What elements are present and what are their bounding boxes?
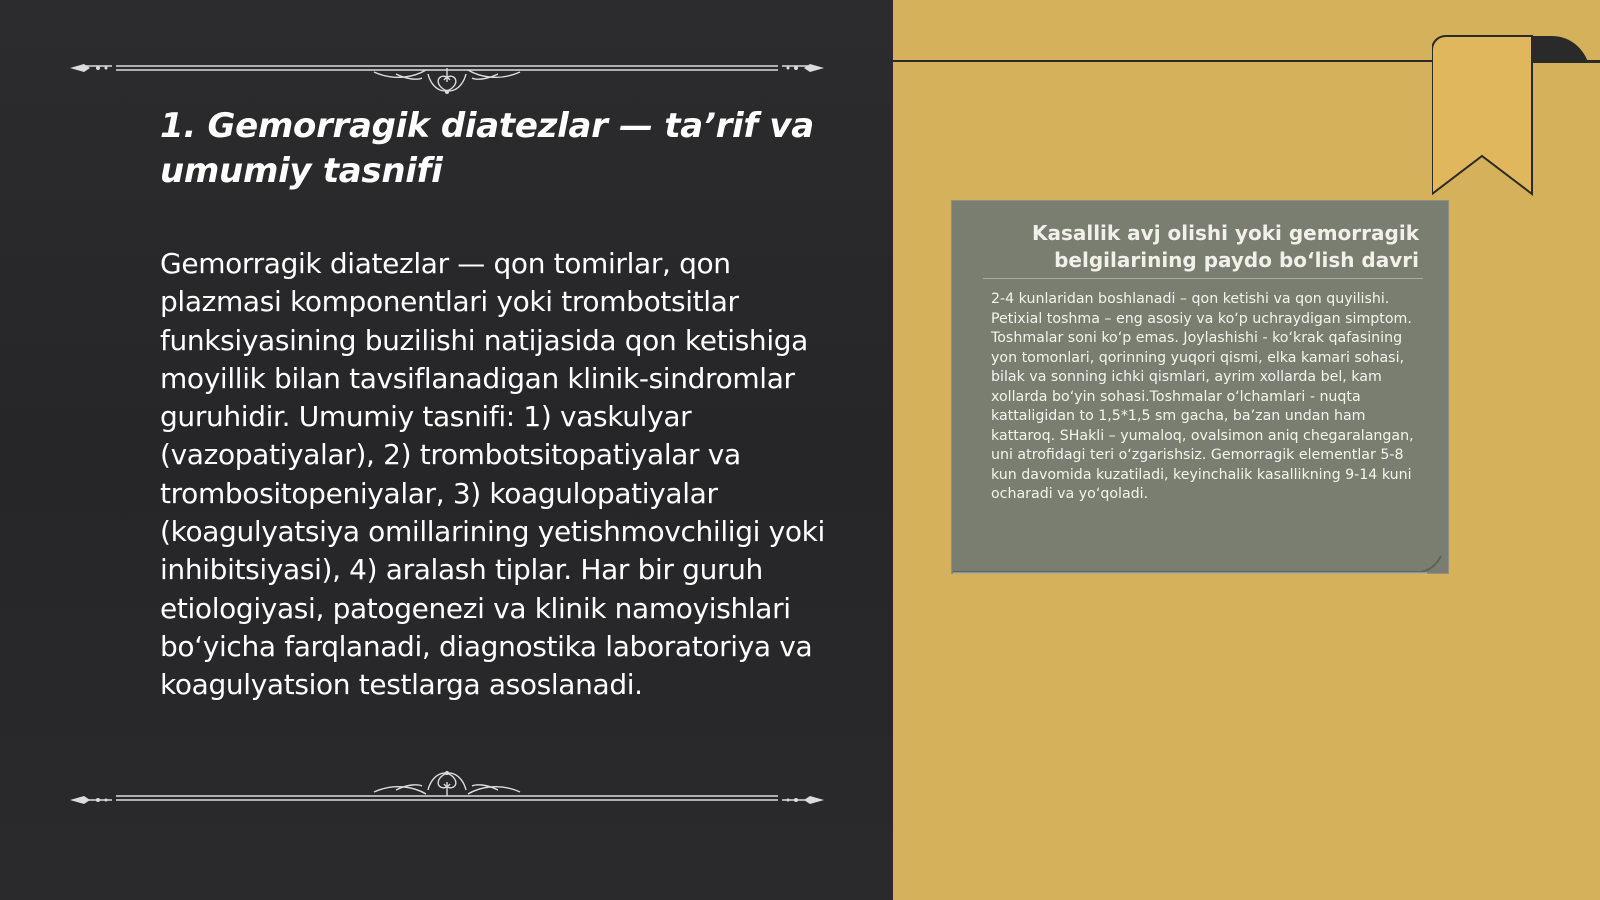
card-text: 2-4 kunlaridan boshlanadi – qon ketishi va qon quyilishi. Petixial toshma – eng asosiy va ko‘p uchraydigan simptom. Toshmalar soni ko‘p emas. Joylashishi - ko‘krak qafasining yon tomonlari, qorinning yuqori qismi, elka kamari sohasi, bilak va sonning ichki qismlari, ayrim xollarda bel, kam xollarda bo‘yin sohasi.Toshmalar o‘lchamlari - nuqta kattaligidan to 1,5*1,5 sm gacha, ba’zan undan ham kattaroq. SHakli – yumaloq, ovalsimon aniq chegaralangan, uni atrofidagi teri o‘zgarishsiz. Gemorragik elementlar 5-8 kun davomida kuzatiladi, keyinchalik kasallikning 9-14 kuni ocharadi va yo‘qoladi. — [991, 291, 1414, 502]
top-ornament-icon — [66, 34, 828, 94]
slide-title: 1. Gemorragik diatezlar — ta’rif va umumiy tasnifi — [160, 106, 814, 191]
ribbon-bookmark-icon — [1432, 34, 1600, 204]
card-heading: Kasallik avj olishi yoki gemorragik belgilarining paydo bo‘lish davri — [1031, 221, 1419, 272]
info-card — [951, 200, 1449, 574]
card-divider — [983, 278, 1423, 279]
bottom-ornament-icon — [66, 770, 828, 830]
slide-body-text: Gemorragik diatezlar — qon tomirlar, qon plazmasi komponentlari yoki trombotsitlar funksiyasining buzilishi natijasida qon ketishiga moyillik bilan tavsiflanadigan klinik-sindromlar guruhidir. Umumiy tasnifi: 1) vaskulyar (vazopatiyalar), 2) trombotsitopatiyalar va trombositopeniyalar, 3) koagulopatiyalar (koagulyatsiya omillarining yetishmovchiligi yoki inhibitsiyasi), 4) aralash tiplar. Har bir guruh etiologiyasi, patogenezi va klinik namoyishlari bo‘yicha farqlanadi, diagnostika laboratoriya va koagulyatsion testlarga asoslanadi. — [160, 247, 825, 702]
